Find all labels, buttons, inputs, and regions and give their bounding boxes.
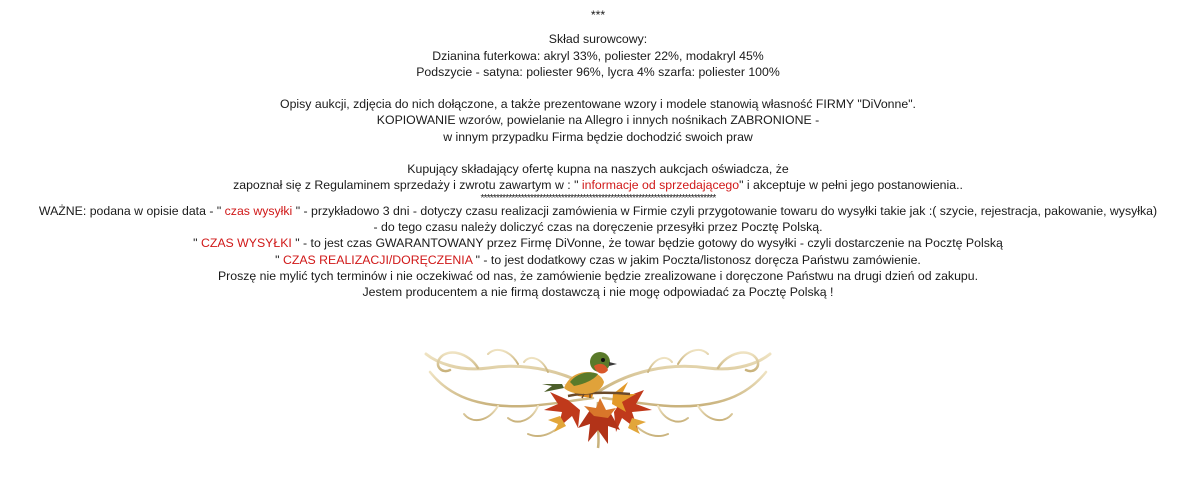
important-text-before: WAŻNE: podana w opisie data - " bbox=[38, 203, 222, 218]
important-line-4 bbox=[0, 252, 1196, 268]
bird-ornament-icon bbox=[418, 332, 778, 452]
copyright-line-1: Opisy aukcji, zdjęcia do nich dołączone, a także prezentowane wzory i modele stanowią własność FIRMY "DiVonne". bbox=[280, 97, 916, 112]
delivery-time-highlight: CZAS REALIZACJI/DORĘCZENIA bbox=[279, 252, 476, 267]
quote-open: " bbox=[193, 236, 198, 251]
important-line-6: Jestem producentem a nie firmą dostawczą i nie mogę odpowiadać za Pocztę Polską ! bbox=[362, 285, 834, 300]
bird-icon bbox=[542, 352, 617, 398]
composition-lining: Podszycie - satyna: poliester 96%, lycra 4% szarfa: poliester 100% bbox=[416, 64, 780, 79]
quote-open-2: " bbox=[275, 252, 280, 267]
terms-text-before: zapoznał się z Regulaminem sprzedaży i zwrotu zawartym w : " bbox=[233, 178, 579, 193]
shipping-time-caps-highlight: CZAS WYSYŁKI bbox=[197, 236, 296, 251]
terms-line-1: Kupujący składający ofertę kupna na naszych aukcjach oświadcza, że bbox=[407, 162, 789, 177]
description-text-block bbox=[0, 7, 1196, 300]
important-line-2: - do tego czasu należy doliczyć czas na doręczenie przesyłki przez Pocztę Polską. bbox=[373, 219, 823, 234]
copyright-line-2: KOPIOWANIE wzorów, powielanie na Allegro i innych nośnikach ZABRONIONE - bbox=[376, 113, 820, 128]
important-line-1 bbox=[0, 203, 1196, 219]
copyright-line-3: w innym przypadku Firma będzie dochodzić swoich praw bbox=[443, 129, 753, 144]
important-line-5: Proszę nie mylić tych terminów i nie oczekiwać od nas, że zamówienie będzie zrealizowane i doręczone Państwu na drugi dzień od zakupu. bbox=[217, 268, 979, 283]
composition-title: Skład surowcowy: bbox=[548, 32, 648, 47]
terms-text-after: " i akceptuje w pełni jego postanowienia.. bbox=[739, 178, 963, 193]
important-text-after: " - przykładowo 3 dni - dotyczy czasu realizacji zamówienia w Firmie czyli przygotowanie towaru do wysyłki takie jak :( szycie, rejestracja, pakowanie, wysyłka) bbox=[295, 203, 1158, 218]
stars-top: *** bbox=[590, 8, 606, 22]
important-line-3 bbox=[0, 235, 1196, 251]
composition-fabric: Dzianina futerkowa: akryl 33%, poliester 22%, modakryl 45% bbox=[432, 48, 764, 63]
separator-line: **************************************************************************** bbox=[480, 193, 716, 203]
important-line-4-text: " - to jest dodatkowy czas w jakim Poczta/listonosz doręcza Państwu zamówienie. bbox=[475, 252, 921, 267]
seller-info-link[interactable]: informacje od sprzedającego bbox=[578, 178, 740, 193]
left-scroll-flourish bbox=[426, 350, 598, 436]
important-line-3-text: " - to jest czas GWARANTOWANY przez Firmę DiVonne, że towar będzie gotowy do wysyłki - czyli dostarczenie na Pocztę Polską bbox=[295, 236, 1003, 251]
shipping-time-highlight: czas wysyłki bbox=[221, 203, 296, 218]
terms-line-2 bbox=[0, 177, 1196, 193]
